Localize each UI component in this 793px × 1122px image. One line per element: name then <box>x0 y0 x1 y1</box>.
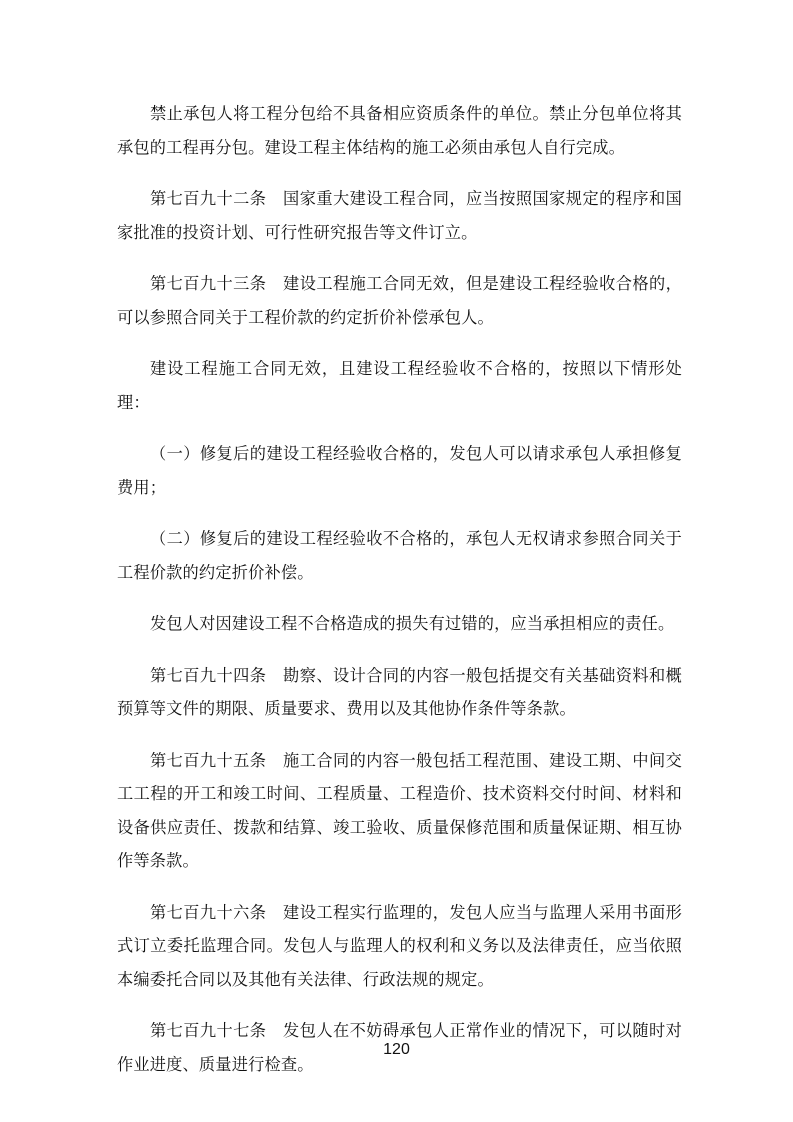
paragraph-item-2: （二）修复后的建设工程经验收不合格的，承包人无权请求参照合同关于工程价款的约定折价补偿。 <box>117 529 682 582</box>
page-number: 120 <box>383 1041 410 1058</box>
paragraph-article-793: 第七百九十三条 建设工程施工合同无效，但是建设工程经验收合格的，可以参照合同关于工程价款的约定折价补偿承包人。 <box>117 274 682 327</box>
paragraph-subcontract-prohibition: 禁止承包人将工程分包给不具备相应资质条件的单位。禁止分包单位将其承包的工程再分包。建设工程主体结构的施工必须由承包人自行完成。 <box>117 104 682 157</box>
document-body <box>117 97 682 1099</box>
paragraph-fault-liability: 发包人对因建设工程不合格造成的损失有过错的，应当承担相应的责任。 <box>150 614 675 633</box>
paragraph-article-795: 第七百九十五条 施工合同的内容一般包括工程范围、建设工期、中间交工工程的开工和竣工时间、工程质量、工程造价、技术资料交付时间、材料和设备供应责任、拨款和结算、竣工验收、质量保修范围和质量保证期、相互协作等条款。 <box>117 750 682 870</box>
paragraph-article-796: 第七百九十六条 建设工程实行监理的，发包人应当与监理人采用书面形式订立委托监理合同。发包人与监理人的权利和义务以及法律责任，应当依照本编委托合同以及其他有关法律、行政法规的规定。 <box>117 902 682 989</box>
paragraph-item-1: （一）修复后的建设工程经验收合格的，发包人可以请求承包人承担修复费用； <box>117 444 682 497</box>
paragraph-article-794: 第七百九十四条 勘察、设计合同的内容一般包括提交有关基础资料和概预算等文件的期限、质量要求、费用以及其他协作条件等条款。 <box>117 665 682 718</box>
paragraph-article-792: 第七百九十二条 国家重大建设工程合同，应当按照国家规定的程序和国家批准的投资计划、可行性研究报告等文件订立。 <box>117 189 682 242</box>
paragraph-article-797: 第七百九十七条 发包人在不妨碍承包人正常作业的情况下，可以随时对作业进度、质量进行检查。 <box>117 1021 682 1074</box>
paragraph-invalid-contract-handling: 建设工程施工合同无效，且建设工程经验收不合格的，按照以下情形处理： <box>117 359 682 412</box>
